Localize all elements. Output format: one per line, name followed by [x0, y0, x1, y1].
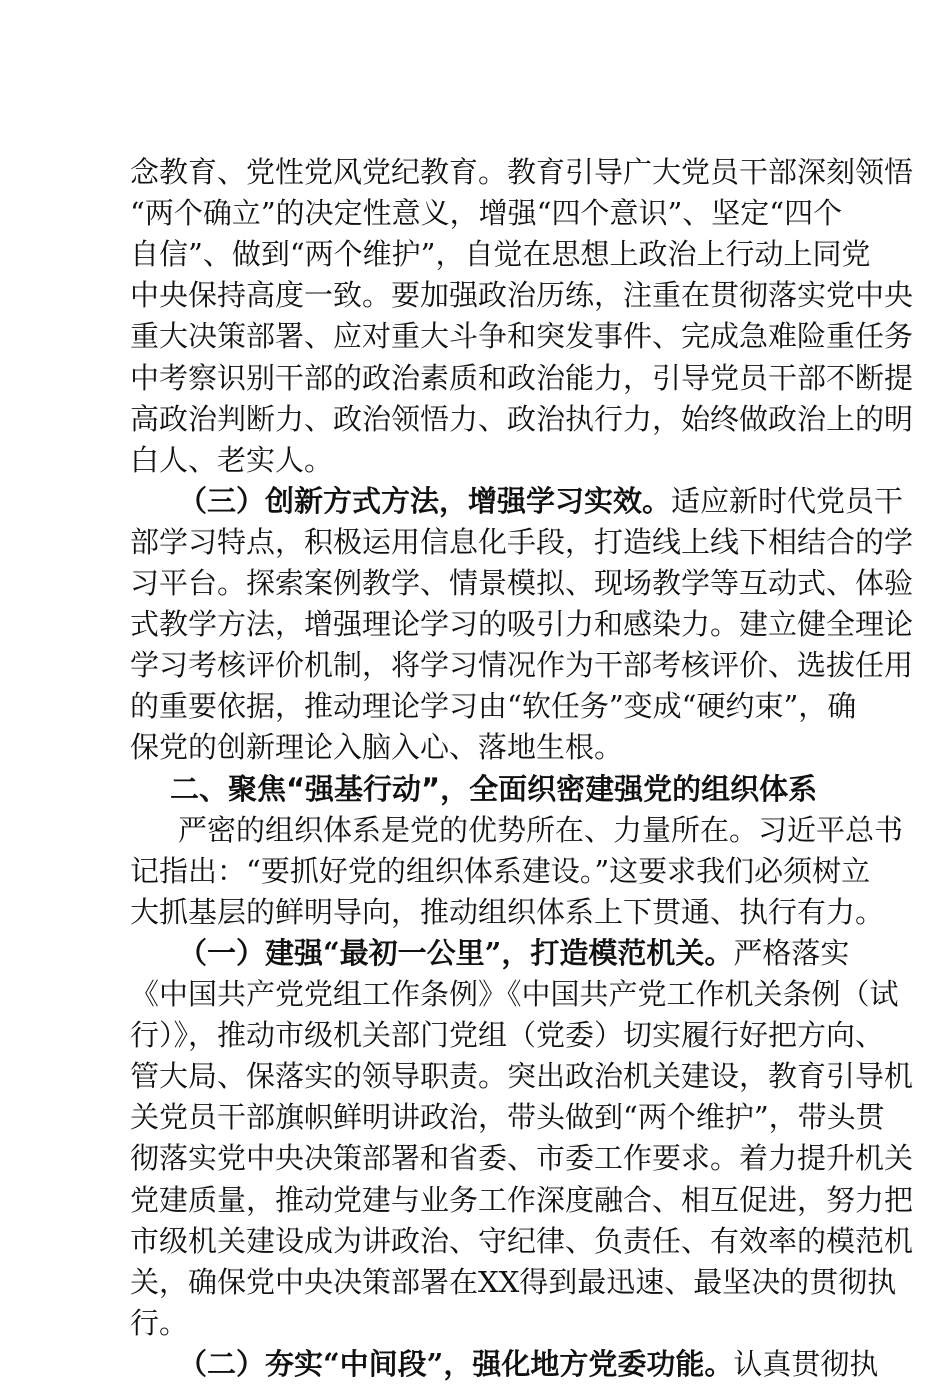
- text-line: 记指出：“要抓好党的组织体系建设。”这要求我们必须树立: [130, 853, 871, 888]
- text-line: [178, 1343, 879, 1385]
- text-line: 市级机关建设成为讲政治、守纪律、负责任、有效率的模范机: [130, 1223, 914, 1258]
- body-text: 认真贯彻执: [733, 1346, 879, 1381]
- text-line: 关党员干部旗帜鲜明讲政治，带头做到“两个维护”，带头贯: [130, 1100, 885, 1135]
- text-line: 自信”、做到“两个维护”，自觉在思想上政治上行动上同党: [130, 237, 871, 272]
- text-line: 大抓基层的鲜明导向，推动组织体系上下贯通、执行有力。: [130, 894, 885, 929]
- text-line: 行。: [130, 1305, 189, 1340]
- text-line: 中央保持高度一致。要加强政治历练，注重在贯彻落实党中央: [130, 278, 914, 313]
- text-line: 中考察识别干部的政治素质和政治能力，引导党员干部不断提: [130, 360, 914, 395]
- text-line: 党建质量，推动党建与业务工作深度融合、相互促进，努力把: [130, 1182, 914, 1217]
- text-line: 严密的组织体系是党的优势所在、力量所在。习近平总书: [178, 812, 904, 847]
- text-line: [178, 932, 850, 974]
- text-line: 行）》，推动市级机关部门党组（党委）切实履行好把方向、: [130, 1018, 885, 1053]
- text-line: [178, 480, 904, 522]
- body-text: 严格落实: [733, 935, 850, 970]
- subheading-text: （二）夯实“中间段”，强化地方党委功能。: [178, 1346, 734, 1381]
- text-line: 的重要依据，推动理论学习由“软任务”变成“硬约束”，确: [130, 689, 857, 724]
- subheading-text: （一）建强“最初一公里”，打造模范机关。: [178, 935, 734, 970]
- text-line: 关，确保党中央决策部署在XX得到最迅速、最坚决的贯彻执: [130, 1264, 897, 1299]
- text-line: 白人、老实人。: [130, 442, 334, 477]
- text-line: 习平台。探索案例教学、情景模拟、现场教学等互动式、体验: [130, 566, 914, 600]
- subheading-text: （三）创新方式方法，增强学习实效。: [178, 483, 672, 518]
- text-line: 念教育、党性党风党纪教育。教育引导广大党员干部深刻领悟: [130, 155, 914, 189]
- text-line: 彻落实党中央决策部署和省委、市委工作要求。着力提升机关: [130, 1141, 914, 1176]
- body-text: 适应新时代党员干: [671, 483, 904, 518]
- text-line: 《中国共产党党组工作条例》《中国共产党工作机关条例（试: [130, 977, 899, 1011]
- text-line: 保党的创新理论入脑入心、落地生根。: [130, 730, 624, 765]
- text-line: 部学习特点，积极运用信息化手段，打造线上线下相结合的学: [130, 524, 914, 559]
- text-line: 重大决策部署、应对重大斗争和突发事件、完成急难险重任务: [130, 319, 914, 354]
- text-line: “两个确立”的决定性意义，增强“四个意识”、坚定“四个: [130, 196, 843, 231]
- text-line: 式教学方法，增强理论学习的吸引力和感染力。建立健全理论: [130, 607, 914, 642]
- text-line: 学习考核评价机制，将学习情况作为干部考核评价、选拔任用: [130, 648, 914, 683]
- text-line: 管大局、保落实的领导职责。突出政治机关建设，教育引导机: [130, 1059, 914, 1094]
- section-heading: 二、聚焦“强基行动”，全面织密建强党的组织体系: [170, 771, 818, 806]
- text-line: 高政治判断力、政治领悟力、政治执行力，始终做政治上的明: [130, 401, 914, 436]
